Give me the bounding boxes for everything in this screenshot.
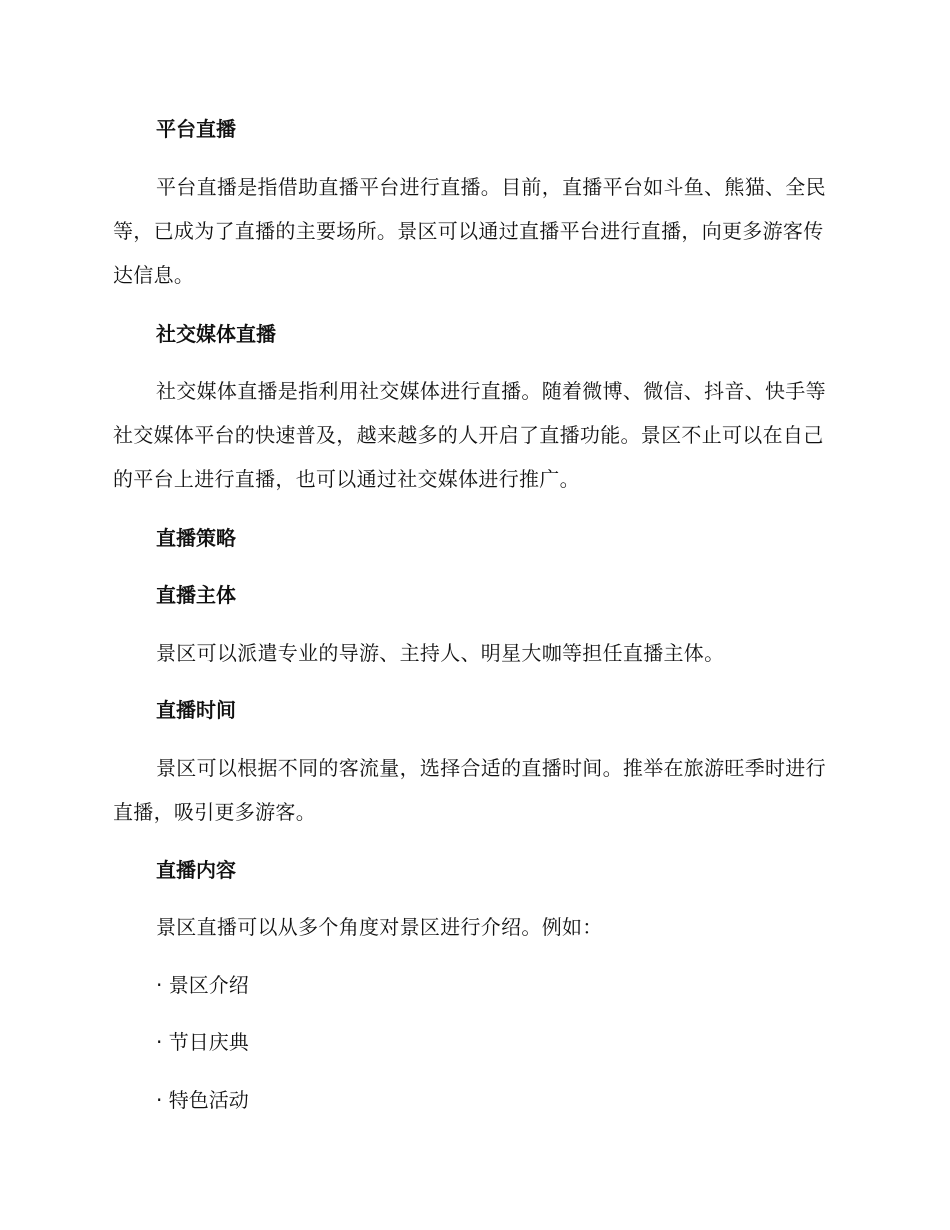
paragraph-live-host: 景区可以派遣专业的导游、主持人、明星大咖等担任直播主体。: [156, 641, 725, 665]
heading-live-strategy: 直播策略: [156, 526, 236, 550]
heading-platform-live: 平台直播: [156, 117, 236, 141]
heading-live-time: 直播时间: [156, 698, 236, 722]
paragraph-live-content: 景区直播可以从多个角度对景区进行介绍。例如：: [156, 915, 603, 939]
paragraph-live-time: 景区可以根据不同的客流量，选择合适的直播时间。推举在旅游旺季时进行直播，吸引更多游客。: [113, 756, 826, 824]
heading-live-host: 直播主体: [156, 583, 236, 607]
list-item: · 节日庆典: [156, 1030, 249, 1054]
paragraph-social-media-live: 社交媒体直播是指利用社交媒体进行直播。随着微博、微信、抖音、快手等社交媒体平台的快速普及，越来越多的人开启了直播功能。景区不止可以在自己的平台上进行直播，也可以通过社交媒体进行推广。: [113, 379, 826, 491]
list-item: · 特色活动: [156, 1088, 249, 1112]
heading-live-content: 直播内容: [156, 858, 236, 882]
list-item: · 景区介绍: [156, 973, 249, 997]
heading-social-media-live: 社交媒体直播: [156, 322, 276, 346]
paragraph-platform-live: 平台直播是指借助直播平台进行直播。目前，直播平台如斗鱼、熊猫、全民等，已成为了直播的主要场所。景区可以通过直播平台进行直播，向更多游客传达信息。: [113, 175, 826, 287]
